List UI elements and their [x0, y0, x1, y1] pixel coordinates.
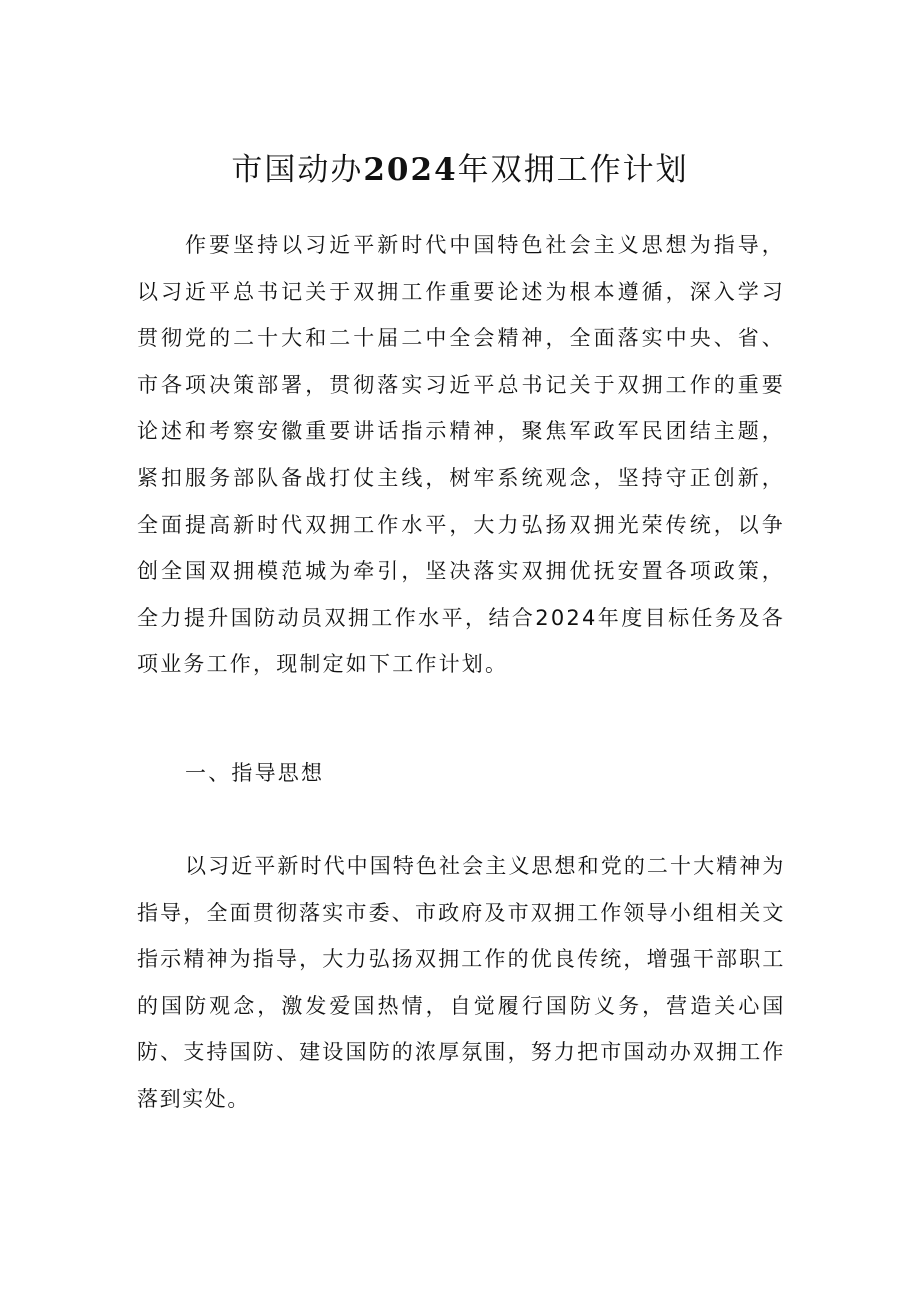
title-prefix: 市国动办 — [231, 152, 364, 188]
intro-paragraph: 作要坚持以习近平新时代中国特色社会主义思想为指导，以习近平总书记关于双拥工作重要论述为根本遵循，深入学习贯彻党的二十大和二十届二中全会精神，全面落实中央、省、市各项决策部署，贯彻落实习近平总书记关于双拥工作的重要论述和考察安徽重要讲话指示精神，聚焦军政军民团结主题，紧扣服务部队备战打仗主线，树牢系统观念，坚持守正创新，全面提高新时代双拥工作水平，大力弘扬双拥光荣传统，以争创全国双拥模范城为牵引，坚决落实双拥优抚安置各项政策，全力提升国防动员双拥工作水平，结合2024年度目标任务及各项业务工作，现制定如下工作计划。 — [137, 233, 785, 677]
title-year: 2024 — [363, 152, 458, 188]
section-paragraph: 以习近平新时代中国特色社会主义思想和党的二十大精神为指导，全面贯彻落实市委、市政府及市双拥工作领导小组相关文指示精神为指导，大力弘扬双拥工作的优良传统，增强干部职工的国防观念，激发爱国热情，自觉履行国防义务，营造关心国防、支持国防、建设国防的浓厚氛围，努力把市国动办双拥工作落到实处。 — [137, 854, 785, 1111]
title-suffix: 年双拥工作计划 — [457, 152, 689, 188]
document-title — [0, 148, 920, 192]
section-heading: 一、指导思想 — [185, 761, 325, 785]
